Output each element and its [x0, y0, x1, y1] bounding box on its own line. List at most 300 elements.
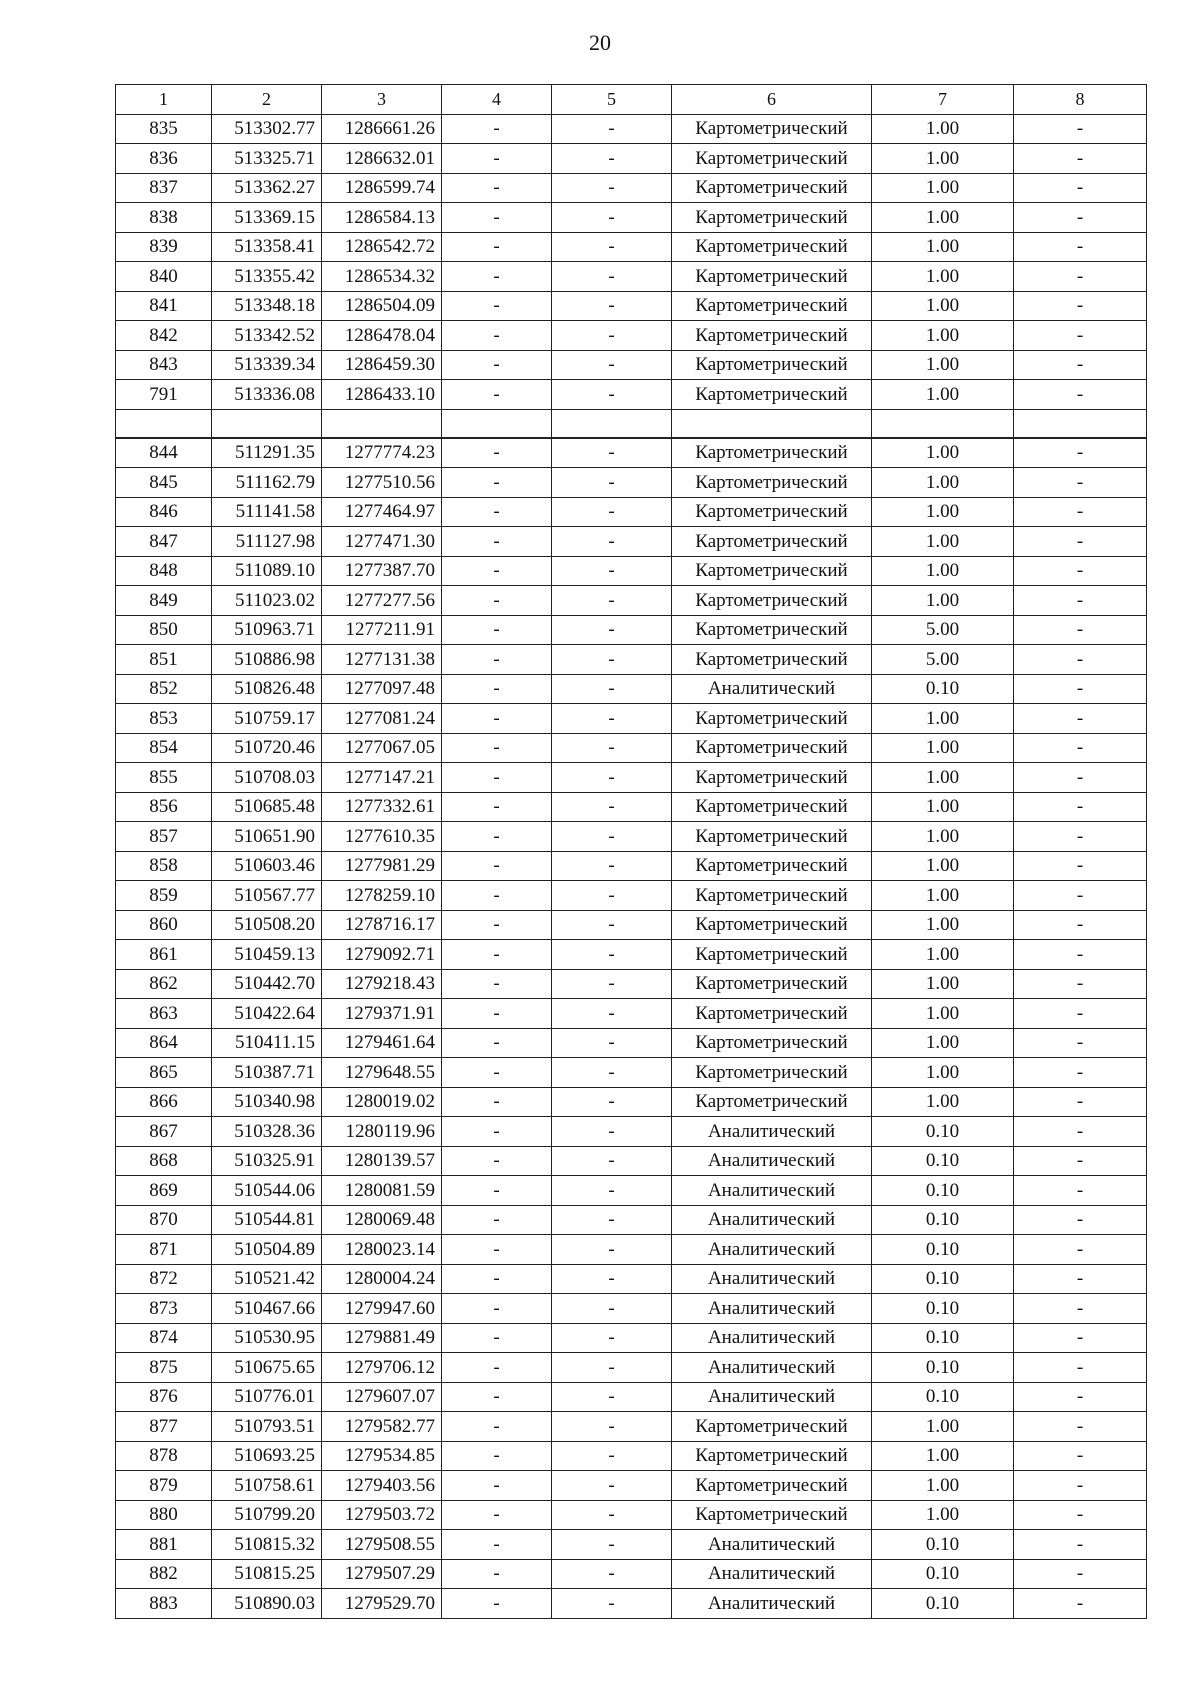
cell-col-7: 1.00	[872, 321, 1014, 351]
cell-col-4: -	[442, 822, 552, 852]
cell-col-5: -	[552, 468, 672, 498]
cell-col-1: 868	[116, 1146, 212, 1176]
cell-col-1: 856	[116, 792, 212, 822]
table-row	[116, 586, 1147, 616]
cell-col-4: -	[442, 1176, 552, 1206]
table-row	[116, 1264, 1147, 1294]
cell-col-6: Картометрический	[672, 232, 872, 262]
cell-col-6: Картометрический	[672, 615, 872, 645]
cell-col-5: -	[552, 1471, 672, 1501]
blank-cell	[552, 409, 672, 438]
cell-col-1: 879	[116, 1471, 212, 1501]
cell-col-8: -	[1014, 380, 1147, 410]
cell-col-8: -	[1014, 674, 1147, 704]
cell-col-6: Картометрический	[672, 350, 872, 380]
cell-col-8: -	[1014, 586, 1147, 616]
cell-col-4: -	[442, 1117, 552, 1147]
cell-col-3: 1280139.57	[322, 1146, 442, 1176]
cell-col-7: 1.00	[872, 763, 1014, 793]
cell-col-3: 1277277.56	[322, 586, 442, 616]
cell-col-7: 1.00	[872, 144, 1014, 174]
cell-col-7: 0.10	[872, 1176, 1014, 1206]
blank-cell	[442, 409, 552, 438]
cell-col-8: -	[1014, 1087, 1147, 1117]
cell-col-6: Картометрический	[672, 1441, 872, 1471]
cell-col-8: -	[1014, 321, 1147, 351]
table-row	[116, 1412, 1147, 1442]
cell-col-6: Картометрический	[672, 645, 872, 675]
table-row	[116, 497, 1147, 527]
cell-col-4: -	[442, 173, 552, 203]
cell-col-3: 1286478.04	[322, 321, 442, 351]
cell-col-6: Аналитический	[672, 1117, 872, 1147]
cell-col-8: -	[1014, 1028, 1147, 1058]
cell-col-8: -	[1014, 1146, 1147, 1176]
cell-col-7: 1.00	[872, 704, 1014, 734]
cell-col-4: -	[442, 144, 552, 174]
cell-col-2: 510603.46	[212, 851, 322, 881]
cell-col-2: 510328.36	[212, 1117, 322, 1147]
table-row	[116, 262, 1147, 292]
cell-col-8: -	[1014, 940, 1147, 970]
table-row	[116, 203, 1147, 233]
cell-col-7: 1.00	[872, 527, 1014, 557]
cell-col-8: -	[1014, 1264, 1147, 1294]
cell-col-5: -	[552, 1028, 672, 1058]
cell-col-2: 510530.95	[212, 1323, 322, 1353]
cell-col-6: Аналитический	[672, 1146, 872, 1176]
cell-col-7: 1.00	[872, 1441, 1014, 1471]
cell-col-8: -	[1014, 203, 1147, 233]
cell-col-8: -	[1014, 1559, 1147, 1589]
table-row	[116, 674, 1147, 704]
cell-col-2: 510508.20	[212, 910, 322, 940]
cell-col-4: -	[442, 527, 552, 557]
cell-col-3: 1286433.10	[322, 380, 442, 410]
cell-col-5: -	[552, 350, 672, 380]
cell-col-7: 0.10	[872, 1235, 1014, 1265]
cell-col-3: 1280081.59	[322, 1176, 442, 1206]
cell-col-3: 1279947.60	[322, 1294, 442, 1324]
cell-col-6: Аналитический	[672, 674, 872, 704]
cell-col-3: 1280004.24	[322, 1264, 442, 1294]
cell-col-5: -	[552, 262, 672, 292]
cell-col-2: 511089.10	[212, 556, 322, 586]
cell-col-4: -	[442, 497, 552, 527]
cell-col-6: Картометрический	[672, 1412, 872, 1442]
header-col-1: 1	[116, 85, 212, 115]
cell-col-7: 1.00	[872, 1412, 1014, 1442]
cell-col-8: -	[1014, 262, 1147, 292]
cell-col-2: 510675.65	[212, 1353, 322, 1383]
cell-col-1: 840	[116, 262, 212, 292]
cell-col-8: -	[1014, 350, 1147, 380]
cell-col-3: 1277387.70	[322, 556, 442, 586]
cell-col-1: 855	[116, 763, 212, 793]
cell-col-2: 513362.27	[212, 173, 322, 203]
cell-col-4: -	[442, 881, 552, 911]
cell-col-8: -	[1014, 1235, 1147, 1265]
cell-col-3: 1277081.24	[322, 704, 442, 734]
table-row	[116, 1530, 1147, 1560]
cell-col-3: 1280069.48	[322, 1205, 442, 1235]
cell-col-2: 510886.98	[212, 645, 322, 675]
cell-col-2: 510504.89	[212, 1235, 322, 1265]
table-row	[116, 1353, 1147, 1383]
cell-col-3: 1277067.05	[322, 733, 442, 763]
cell-col-1: 862	[116, 969, 212, 999]
table-row	[116, 1471, 1147, 1501]
cell-col-2: 510890.03	[212, 1589, 322, 1619]
cell-col-3: 1279508.55	[322, 1530, 442, 1560]
cell-col-1: 854	[116, 733, 212, 763]
header-col-3: 3	[322, 85, 442, 115]
cell-col-8: -	[1014, 969, 1147, 999]
cell-col-4: -	[442, 1530, 552, 1560]
cell-col-3: 1286542.72	[322, 232, 442, 262]
cell-col-2: 510340.98	[212, 1087, 322, 1117]
cell-col-3: 1277464.97	[322, 497, 442, 527]
cell-col-7: 1.00	[872, 1471, 1014, 1501]
cell-col-6: Аналитический	[672, 1323, 872, 1353]
cell-col-1: 873	[116, 1294, 212, 1324]
table-row	[116, 291, 1147, 321]
cell-col-8: -	[1014, 851, 1147, 881]
cell-col-4: -	[442, 969, 552, 999]
cell-col-7: 0.10	[872, 1323, 1014, 1353]
cell-col-7: 0.10	[872, 1382, 1014, 1412]
cell-col-5: -	[552, 1205, 672, 1235]
cell-col-7: 1.00	[872, 291, 1014, 321]
cell-col-5: -	[552, 1058, 672, 1088]
cell-col-3: 1279648.55	[322, 1058, 442, 1088]
cell-col-8: -	[1014, 1500, 1147, 1530]
cell-col-2: 510422.64	[212, 999, 322, 1029]
cell-col-5: -	[552, 999, 672, 1029]
cell-col-3: 1277510.56	[322, 468, 442, 498]
cell-col-5: -	[552, 1589, 672, 1619]
coordinates-table-container	[115, 84, 1146, 1619]
cell-col-5: -	[552, 1264, 672, 1294]
cell-col-4: -	[442, 792, 552, 822]
cell-col-6: Картометрический	[672, 969, 872, 999]
cell-col-3: 1279607.07	[322, 1382, 442, 1412]
cell-col-3: 1279881.49	[322, 1323, 442, 1353]
cell-col-3: 1279461.64	[322, 1028, 442, 1058]
cell-col-5: -	[552, 438, 672, 468]
cell-col-5: -	[552, 497, 672, 527]
header-col-4: 4	[442, 85, 552, 115]
cell-col-7: 0.10	[872, 1264, 1014, 1294]
header-col-6: 6	[672, 85, 872, 115]
cell-col-2: 510793.51	[212, 1412, 322, 1442]
cell-col-4: -	[442, 232, 552, 262]
cell-col-6: Картометрический	[672, 291, 872, 321]
table-row	[116, 1117, 1147, 1147]
cell-col-7: 1.00	[872, 586, 1014, 616]
cell-col-2: 513325.71	[212, 144, 322, 174]
cell-col-4: -	[442, 321, 552, 351]
page-number: 20	[589, 30, 611, 55]
cell-col-1: 877	[116, 1412, 212, 1442]
cell-col-3: 1286599.74	[322, 173, 442, 203]
table-row	[116, 1205, 1147, 1235]
cell-col-1: 836	[116, 144, 212, 174]
cell-col-5: -	[552, 704, 672, 734]
cell-col-8: -	[1014, 792, 1147, 822]
cell-col-4: -	[442, 1559, 552, 1589]
cell-col-2: 510826.48	[212, 674, 322, 704]
cell-col-6: Аналитический	[672, 1294, 872, 1324]
cell-col-6: Картометрический	[672, 468, 872, 498]
cell-col-7: 1.00	[872, 114, 1014, 144]
cell-col-1: 843	[116, 350, 212, 380]
cell-col-5: -	[552, 881, 672, 911]
cell-col-2: 510815.32	[212, 1530, 322, 1560]
cell-col-7: 0.10	[872, 1559, 1014, 1589]
cell-col-7: 1.00	[872, 792, 1014, 822]
table-header	[116, 85, 1147, 115]
cell-col-8: -	[1014, 1294, 1147, 1324]
cell-col-1: 881	[116, 1530, 212, 1560]
table-row	[116, 1235, 1147, 1265]
header-col-8: 8	[1014, 85, 1147, 115]
cell-col-2: 510651.90	[212, 822, 322, 852]
table-row	[116, 173, 1147, 203]
cell-col-4: -	[442, 556, 552, 586]
cell-col-3: 1279534.85	[322, 1441, 442, 1471]
cell-col-3: 1278716.17	[322, 910, 442, 940]
cell-col-6: Картометрический	[672, 438, 872, 468]
cell-col-2: 510776.01	[212, 1382, 322, 1412]
cell-col-6: Картометрический	[672, 999, 872, 1029]
cell-col-5: -	[552, 380, 672, 410]
cell-col-7: 1.00	[872, 910, 1014, 940]
cell-col-8: -	[1014, 1589, 1147, 1619]
cell-col-6: Картометрический	[672, 380, 872, 410]
cell-col-8: -	[1014, 1205, 1147, 1235]
cell-col-4: -	[442, 1235, 552, 1265]
cell-col-5: -	[552, 763, 672, 793]
cell-col-6: Картометрический	[672, 1028, 872, 1058]
cell-col-3: 1286661.26	[322, 114, 442, 144]
cell-col-4: -	[442, 733, 552, 763]
cell-col-5: -	[552, 203, 672, 233]
cell-col-5: -	[552, 851, 672, 881]
cell-col-8: -	[1014, 438, 1147, 468]
cell-col-6: Аналитический	[672, 1353, 872, 1383]
cell-col-1: 865	[116, 1058, 212, 1088]
cell-col-8: -	[1014, 645, 1147, 675]
cell-col-3: 1286632.01	[322, 144, 442, 174]
cell-col-8: -	[1014, 910, 1147, 940]
cell-col-2: 513339.34	[212, 350, 322, 380]
cell-col-1: 864	[116, 1028, 212, 1058]
cell-col-1: 839	[116, 232, 212, 262]
table-row	[116, 232, 1147, 262]
cell-col-4: -	[442, 1471, 552, 1501]
cell-col-1: 875	[116, 1353, 212, 1383]
cell-col-5: -	[552, 940, 672, 970]
cell-col-4: -	[442, 586, 552, 616]
cell-col-6: Аналитический	[672, 1589, 872, 1619]
table-row	[116, 144, 1147, 174]
cell-col-2: 510325.91	[212, 1146, 322, 1176]
cell-col-5: -	[552, 556, 672, 586]
table-row	[116, 556, 1147, 586]
cell-col-2: 511141.58	[212, 497, 322, 527]
cell-col-8: -	[1014, 733, 1147, 763]
cell-col-1: 852	[116, 674, 212, 704]
cell-col-4: -	[442, 1323, 552, 1353]
cell-col-4: -	[442, 1146, 552, 1176]
table-row	[116, 792, 1147, 822]
cell-col-3: 1279503.72	[322, 1500, 442, 1530]
cell-col-2: 510442.70	[212, 969, 322, 999]
cell-col-8: -	[1014, 999, 1147, 1029]
cell-col-4: -	[442, 999, 552, 1029]
cell-col-5: -	[552, 1530, 672, 1560]
table-row	[116, 763, 1147, 793]
cell-col-6: Картометрический	[672, 203, 872, 233]
cell-col-1: 874	[116, 1323, 212, 1353]
cell-col-2: 510411.15	[212, 1028, 322, 1058]
coordinates-table	[115, 84, 1147, 1619]
cell-col-2: 511127.98	[212, 527, 322, 557]
cell-col-6: Аналитический	[672, 1176, 872, 1206]
table-row	[116, 527, 1147, 557]
cell-col-1: 871	[116, 1235, 212, 1265]
header-col-2: 2	[212, 85, 322, 115]
blank-cell	[872, 409, 1014, 438]
cell-col-5: -	[552, 1500, 672, 1530]
cell-col-2: 513355.42	[212, 262, 322, 292]
cell-col-6: Аналитический	[672, 1235, 872, 1265]
cell-col-2: 510467.66	[212, 1294, 322, 1324]
table-row	[116, 615, 1147, 645]
cell-col-2: 510815.25	[212, 1559, 322, 1589]
cell-col-1: 869	[116, 1176, 212, 1206]
cell-col-4: -	[442, 114, 552, 144]
cell-col-8: -	[1014, 1323, 1147, 1353]
cell-col-5: -	[552, 232, 672, 262]
table-section-1	[116, 114, 1147, 409]
cell-col-5: -	[552, 910, 672, 940]
cell-col-4: -	[442, 674, 552, 704]
table-row	[116, 321, 1147, 351]
cell-col-8: -	[1014, 468, 1147, 498]
cell-col-7: 5.00	[872, 615, 1014, 645]
cell-col-7: 1.00	[872, 881, 1014, 911]
cell-col-1: 860	[116, 910, 212, 940]
cell-col-7: 0.10	[872, 1294, 1014, 1324]
cell-col-2: 510459.13	[212, 940, 322, 970]
table-row	[116, 1294, 1147, 1324]
cell-col-8: -	[1014, 1353, 1147, 1383]
cell-col-8: -	[1014, 173, 1147, 203]
cell-col-8: -	[1014, 822, 1147, 852]
cell-col-7: 1.00	[872, 438, 1014, 468]
cell-col-7: 1.00	[872, 733, 1014, 763]
cell-col-3: 1279092.71	[322, 940, 442, 970]
cell-col-1: 882	[116, 1559, 212, 1589]
cell-col-1: 858	[116, 851, 212, 881]
cell-col-7: 0.10	[872, 674, 1014, 704]
table-row	[116, 1146, 1147, 1176]
cell-col-4: -	[442, 763, 552, 793]
cell-col-7: 5.00	[872, 645, 1014, 675]
cell-col-4: -	[442, 1264, 552, 1294]
cell-col-6: Картометрический	[672, 173, 872, 203]
cell-col-8: -	[1014, 881, 1147, 911]
table-row	[116, 114, 1147, 144]
cell-col-1: 791	[116, 380, 212, 410]
cell-col-4: -	[442, 1028, 552, 1058]
cell-col-2: 513336.08	[212, 380, 322, 410]
cell-col-4: -	[442, 1412, 552, 1442]
cell-col-3: 1286584.13	[322, 203, 442, 233]
table-row	[116, 1323, 1147, 1353]
cell-col-1: 866	[116, 1087, 212, 1117]
blank-cell	[672, 409, 872, 438]
blank-separator-row	[116, 409, 1147, 438]
cell-col-5: -	[552, 645, 672, 675]
cell-col-2: 510758.61	[212, 1471, 322, 1501]
cell-col-2: 513369.15	[212, 203, 322, 233]
cell-col-6: Картометрический	[672, 144, 872, 174]
cell-col-1: 849	[116, 586, 212, 616]
table-row	[116, 438, 1147, 468]
cell-col-6: Картометрический	[672, 1471, 872, 1501]
cell-col-2: 510685.48	[212, 792, 322, 822]
cell-col-6: Картометрический	[672, 1058, 872, 1088]
cell-col-1: 850	[116, 615, 212, 645]
cell-col-6: Аналитический	[672, 1559, 872, 1589]
cell-col-1: 848	[116, 556, 212, 586]
cell-col-5: -	[552, 1412, 672, 1442]
cell-col-4: -	[442, 910, 552, 940]
table-row	[116, 1028, 1147, 1058]
cell-col-3: 1286459.30	[322, 350, 442, 380]
cell-col-6: Картометрический	[672, 910, 872, 940]
cell-col-1: 883	[116, 1589, 212, 1619]
cell-col-2: 513358.41	[212, 232, 322, 262]
cell-col-7: 1.00	[872, 851, 1014, 881]
cell-col-3: 1279507.29	[322, 1559, 442, 1589]
cell-col-1: 847	[116, 527, 212, 557]
cell-col-3: 1277774.23	[322, 438, 442, 468]
cell-col-1: 872	[116, 1264, 212, 1294]
cell-col-4: -	[442, 1353, 552, 1383]
cell-col-1: 867	[116, 1117, 212, 1147]
cell-col-5: -	[552, 1087, 672, 1117]
cell-col-7: 1.00	[872, 822, 1014, 852]
cell-col-8: -	[1014, 114, 1147, 144]
table-row	[116, 1559, 1147, 1589]
cell-col-5: -	[552, 527, 672, 557]
cell-col-7: 0.10	[872, 1205, 1014, 1235]
cell-col-8: -	[1014, 1117, 1147, 1147]
cell-col-6: Картометрический	[672, 527, 872, 557]
cell-col-6: Картометрический	[672, 586, 872, 616]
table-row	[116, 645, 1147, 675]
cell-col-1: 857	[116, 822, 212, 852]
cell-col-6: Картометрический	[672, 940, 872, 970]
cell-col-5: -	[552, 1559, 672, 1589]
cell-col-2: 513302.77	[212, 114, 322, 144]
cell-col-1: 838	[116, 203, 212, 233]
cell-col-6: Картометрический	[672, 792, 872, 822]
